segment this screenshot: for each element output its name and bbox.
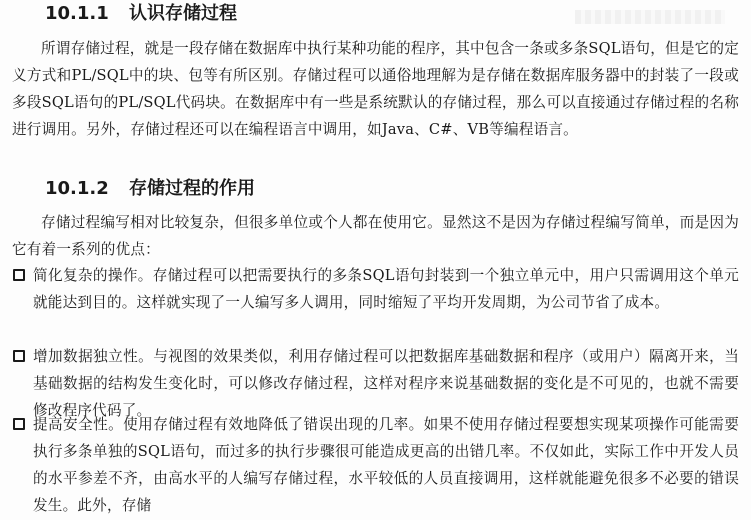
checkbox-bullet-icon [13,269,25,281]
bullet-text: 提高安全性。使用存储过程有效地降低了错误出现的几率。如果不使用存储过程要想实现某项操作可能需要执行多条单独的SQL语句，而过多的执行步骤很可能造成更高的出错几率。不仅如此，实际工作中开发人员的水平参差不齐，由高水平的人编写存储过程，水平较低的人员直接调用，这样就能避免很多不必要的错误发生。此外，存储 [33,416,739,514]
bullet-item [13,262,739,316]
section-number: 10.1.1 [45,3,109,24]
section-number: 10.1.2 [45,178,109,199]
checkbox-bullet-icon [13,418,25,430]
faint-watermark [575,10,725,24]
bullet-item [13,411,739,519]
section1-paragraph: 所谓存储过程，就是一段存储在数据库中执行某种功能的程序，其中包含一条或多条SQL语句，但是它的定义方式和PL/SQL中的块、包等有所区别。存储过程可以通俗地理解为是存储在数据库服务器中的封装了一段或多段SQL语句的PL/SQL代码块。在数据库中有一些是系统默认的存储过程，那么可以直接通过存储过程的名称进行调用。另外，存储过程还可以在编程语言中调用，如Java、C#、VB等编程语言。 [12,40,739,138]
section-title: 认识存储过程 [129,3,237,24]
bullet-text: 简化复杂的操作。存储过程可以把需要执行的多条SQL语句封装到一个独立单元中，用户只需调用这个单元就能达到目的。这样就实现了一人编写多人调用，同时缩短了平均开发周期，为公司节省了成本。 [33,267,739,311]
bullet-text: 增加数据独立性。与视图的效果类似，利用存储过程可以把数据库基础数据和程序（或用户）隔离开来，当基础数据的结构发生变化时，可以修改存储过程，这样对程序来说基础数据的变化是不可见的，也就不需要修改程序代码了。 [33,348,739,419]
checkbox-bullet-icon [13,350,25,362]
section-title: 存储过程的作用 [129,178,255,199]
section-heading-10-1-1 [45,3,237,25]
section2-intro: 存储过程编写相对比较复杂，但很多单位或个人都在使用它。显然这不是因为存储过程编写简单，而是因为它有着一系列的优点： [12,214,739,258]
section-heading-10-1-2 [45,178,255,200]
